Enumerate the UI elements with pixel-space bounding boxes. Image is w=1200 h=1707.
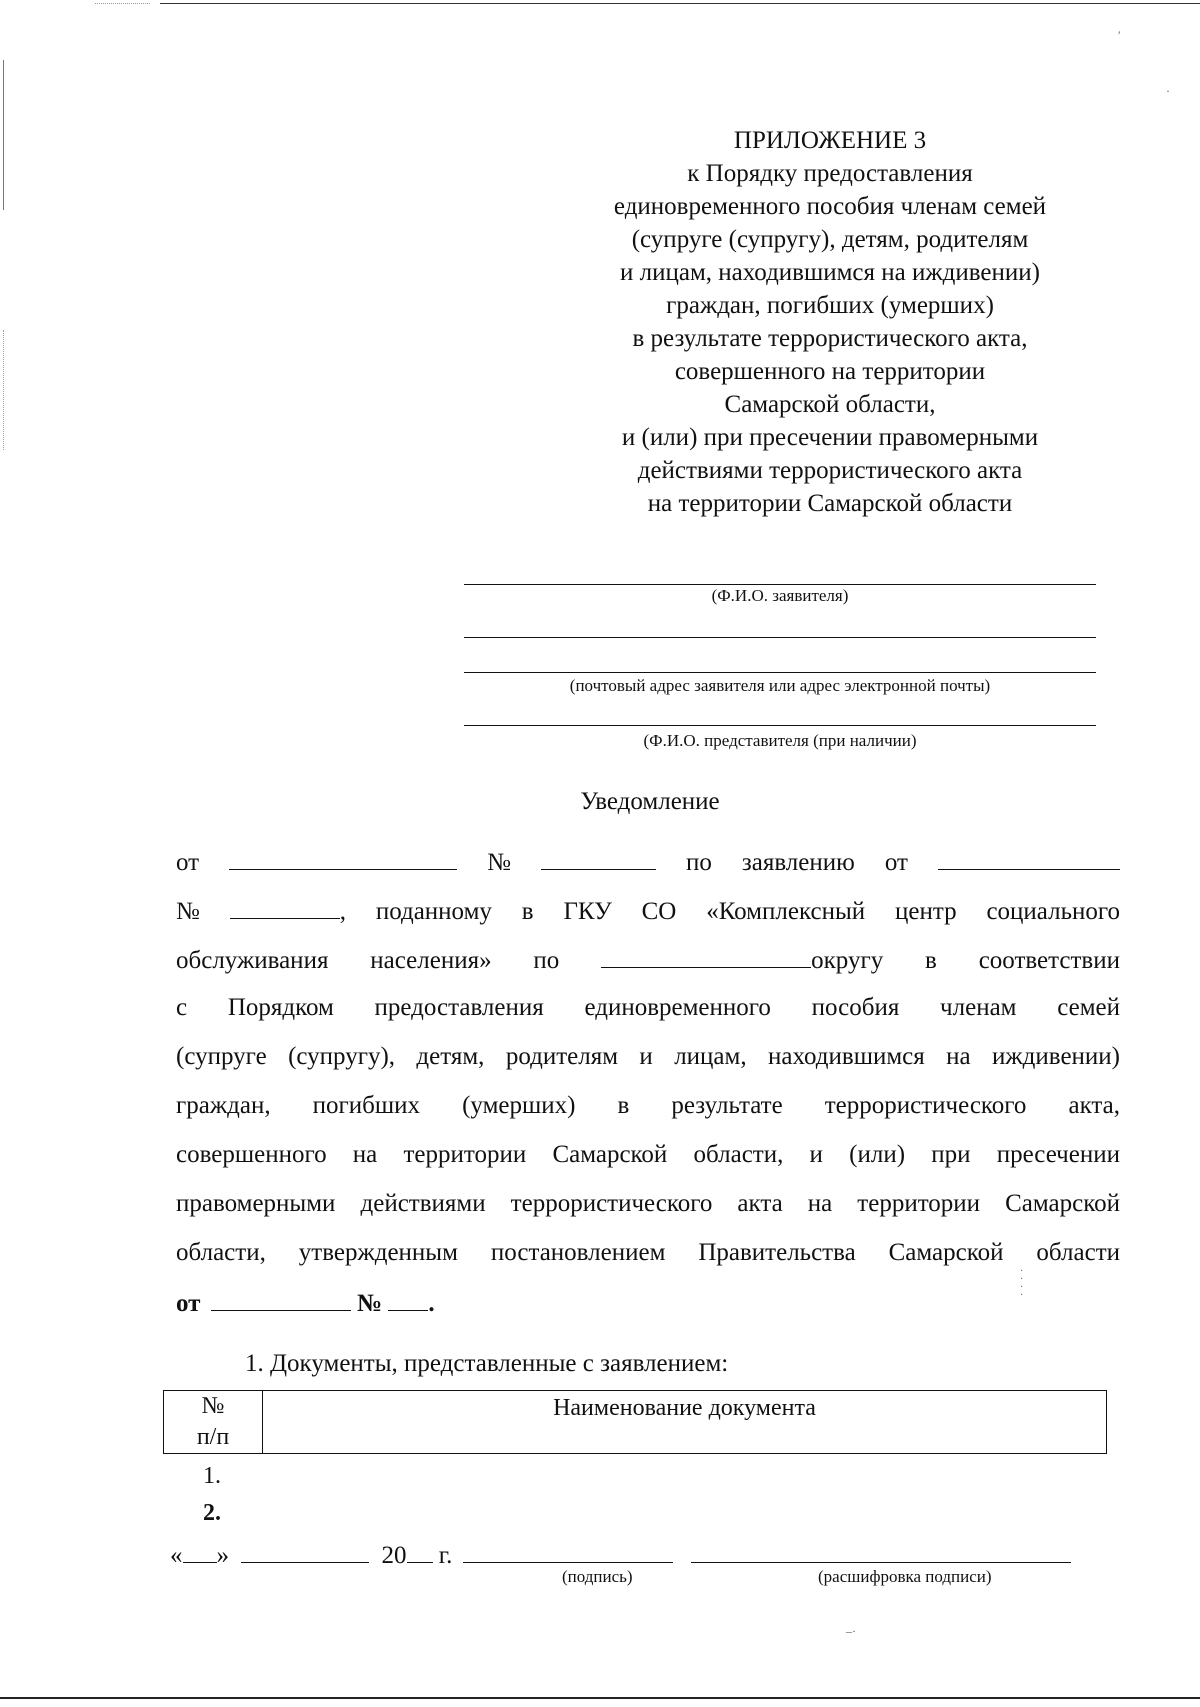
signature-line: « » 20 г. bbox=[170, 1540, 1071, 1570]
district-blank[interactable] bbox=[601, 945, 811, 968]
header-line: на территории Самарской области bbox=[647, 490, 1013, 517]
notice-line-4: с Порядком предоставления единовременного пособия членам семей bbox=[176, 994, 1120, 1021]
header-line: действиями террористического акта bbox=[637, 457, 1023, 484]
documents-heading: 1. Документы, представленные с заявлением: bbox=[245, 1350, 729, 1377]
signature-caption: (подпись) bbox=[562, 1567, 633, 1586]
header-line: ПРИЛОЖЕНИЕ 3 bbox=[733, 127, 927, 154]
header-line: совершенного на территории bbox=[674, 358, 986, 385]
notice-line-1: от № по заявлению от bbox=[176, 847, 1120, 877]
address-line-1[interactable] bbox=[464, 637, 1096, 638]
scan-speck: –· bbox=[846, 1624, 856, 1638]
table-row: 1. bbox=[203, 1463, 221, 1489]
scan-speck: ′ bbox=[1118, 28, 1121, 42]
signature-decode-caption: (расшифровка подписи) bbox=[818, 1567, 992, 1586]
signature-decode-blank[interactable] bbox=[691, 1540, 1071, 1563]
representative-name-line[interactable] bbox=[464, 725, 1096, 726]
scan-top-border bbox=[160, 3, 1200, 4]
appendix-header bbox=[540, 124, 1120, 520]
header-line: (супруге (супругу), детям, родителям bbox=[631, 226, 1029, 253]
col-number-header: № п/п bbox=[164, 1391, 263, 1454]
application-number-blank[interactable] bbox=[230, 896, 340, 919]
application-date-blank[interactable] bbox=[938, 847, 1120, 870]
notice-line-2: № , поданному в ГКУ СО «Комплексный центр социального bbox=[176, 898, 1120, 925]
applicant-name-line[interactable] bbox=[464, 584, 1096, 585]
header-line: в результате террористического акта, bbox=[632, 325, 1028, 352]
notice-line-10: от № . bbox=[176, 1290, 435, 1317]
header-line: единовременного пособия членам семей bbox=[613, 193, 1047, 220]
header-line: и (или) при пресечении правомерными bbox=[621, 424, 1039, 451]
table-row: 2. bbox=[203, 1500, 221, 1526]
scan-left-edge bbox=[3, 60, 4, 210]
header-line: Самарской области, bbox=[724, 391, 936, 418]
scan-speck: · bbox=[1166, 84, 1170, 98]
representative-caption: (Ф.И.О. представителя (при наличии) bbox=[643, 731, 917, 750]
notice-date-blank[interactable] bbox=[229, 847, 457, 870]
notice-line-7: совершенного на территории Самарской области, и (или) при пресечении bbox=[176, 1141, 1120, 1168]
notice-line-8: правомерными действиями террористического акта на территории Самарской bbox=[176, 1190, 1120, 1217]
scan-top-border-dotted bbox=[95, 3, 150, 4]
notice-title: Уведомление bbox=[580, 788, 720, 815]
header-line: к Порядку предоставления bbox=[687, 160, 973, 187]
col-name-header: Наименование документа bbox=[263, 1391, 1107, 1454]
documents-table bbox=[163, 1390, 1107, 1454]
address-line-2[interactable] bbox=[464, 672, 1096, 673]
scan-left-edge-dotted bbox=[3, 330, 4, 450]
notice-number-blank[interactable] bbox=[541, 847, 656, 870]
resolution-date-blank[interactable] bbox=[211, 1288, 351, 1311]
table-header-row bbox=[164, 1391, 1107, 1454]
day-blank[interactable] bbox=[183, 1540, 217, 1563]
notice-line-6: граждан, погибших (умерших) в результате террористического акта, bbox=[176, 1092, 1120, 1119]
month-blank[interactable] bbox=[241, 1540, 369, 1563]
signature-blank[interactable] bbox=[463, 1540, 673, 1563]
applicant-name-caption: (Ф.И.О. заявителя) bbox=[711, 586, 849, 605]
address-caption: (почтовый адрес заявителя или адрес электронной почты) bbox=[569, 676, 991, 695]
notice-line-9: области, утвержденным постановлением Правительства Самарской области bbox=[176, 1239, 1120, 1266]
notice-line-5: (супруге (супругу), детям, родителям и лицам, находившимся на иждивении) bbox=[176, 1043, 1120, 1070]
resolution-number-blank[interactable] bbox=[388, 1288, 428, 1311]
header-line: граждан, погибших (умерших) bbox=[666, 292, 994, 319]
year-blank[interactable] bbox=[407, 1540, 433, 1563]
notice-line-3: обслуживания населения» по округу в соответствии bbox=[176, 947, 1120, 974]
scan-bottom-border bbox=[0, 1697, 1200, 1699]
header-line: и лицам, находившимся на иждивении) bbox=[620, 259, 1040, 286]
scan-speck: · · · · bbox=[1020, 1266, 1024, 1301]
